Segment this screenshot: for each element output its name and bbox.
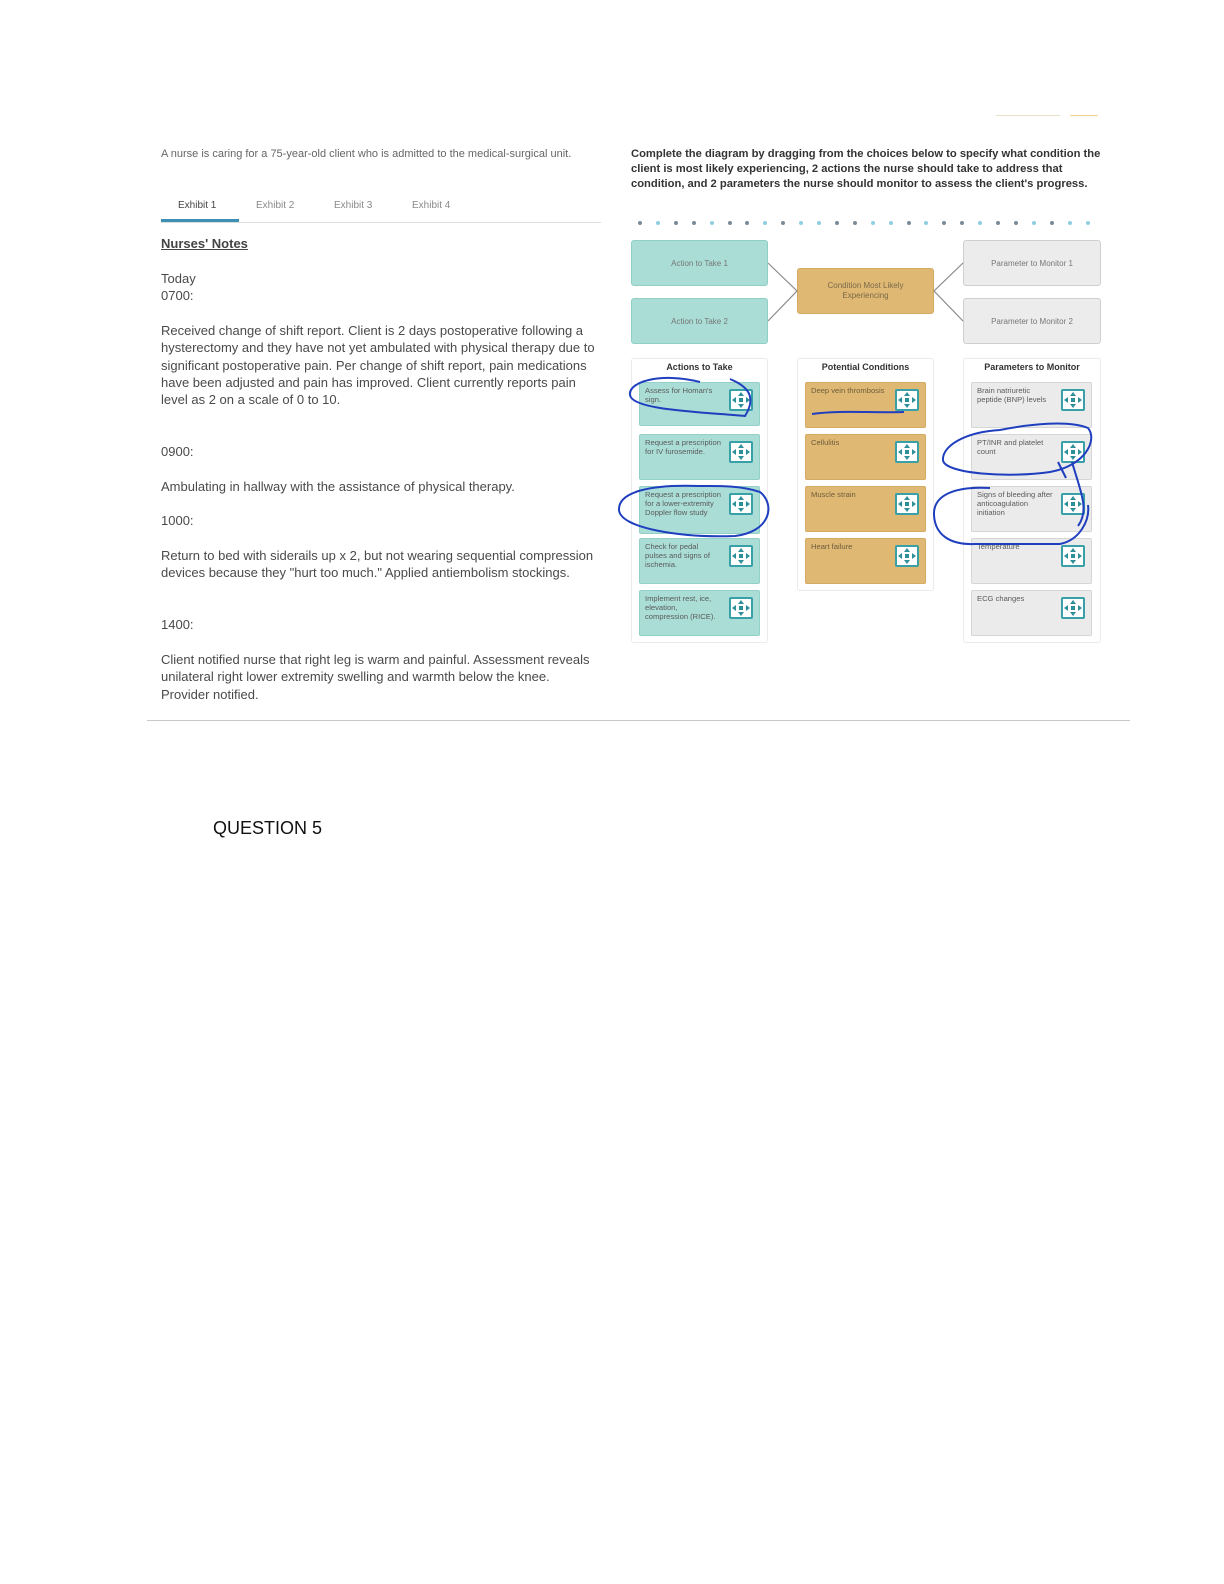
progress-dot — [1068, 221, 1072, 225]
progress-dot — [781, 221, 785, 225]
choice-label: ECG changes — [977, 594, 1025, 603]
choice-label: PT/INR and platelet count — [977, 438, 1044, 457]
choice-label: Check for pedal pulses and signs of ischemia. — [645, 542, 711, 570]
drag-handle-icon[interactable] — [729, 597, 753, 619]
drag-handle-icon[interactable] — [895, 389, 919, 411]
case-intro: A nurse is caring for a 75-year-old client who is admitted to the medical-surgical unit. — [161, 148, 572, 160]
active-tab-indicator — [161, 219, 239, 222]
section-divider — [147, 720, 1130, 721]
progress-dot — [835, 221, 839, 225]
note-text-0700: Received change of shift report. Client is 2 days postoperative following a hysterectomy and they have not yet ambulated with physical therapy due to significant postoperative pain. Per change of shift report, pain medications have been adjusted and pain has improved. Client currently reports pain level as 2 on a scale of 0 to 10. — [161, 323, 595, 408]
drag-handle-icon[interactable] — [1061, 545, 1085, 567]
progress-dot — [907, 221, 911, 225]
choice-bnp-levels[interactable] — [971, 382, 1092, 428]
drag-handle-icon[interactable] — [729, 545, 753, 567]
tab-exhibit-3[interactable]: Exhibit 3 — [334, 200, 373, 211]
choice-label: Muscle strain — [811, 490, 856, 499]
drop-zone-condition[interactable]: Condition Most Likely Experiencing — [797, 268, 934, 314]
tab-exhibit-2[interactable]: Exhibit 2 — [256, 200, 295, 211]
progress-dot — [656, 221, 660, 225]
drag-handle-icon[interactable] — [1061, 389, 1085, 411]
drag-handle-icon[interactable] — [729, 493, 753, 515]
notes-day: Today — [161, 271, 196, 286]
note-time-1000: 1000: — [161, 513, 194, 528]
progress-dot — [710, 221, 714, 225]
choice-label: Signs of bleeding after anticoagulation initiation — [977, 490, 1053, 518]
drop-zone-action-2[interactable]: Action to Take 2 — [631, 298, 768, 344]
note-time-0700: 0700: — [161, 288, 194, 303]
drag-handle-icon[interactable] — [895, 441, 919, 463]
progress-dot — [978, 221, 982, 225]
question-number: QUESTION 5 — [213, 818, 323, 838]
choice-heart-failure[interactable] — [805, 538, 926, 584]
note-text-1000: Return to bed with siderails up x 2, but not wearing sequential compression devices because they "hurt too much." Applied antiembolism stockings. — [161, 548, 594, 581]
drag-handle-icon[interactable] — [1061, 441, 1085, 463]
choice-label: Temperature — [977, 542, 1020, 551]
progress-dot — [728, 221, 732, 225]
progress-dot — [799, 221, 803, 225]
drag-handle-icon[interactable] — [729, 441, 753, 463]
choice-rice[interactable] — [639, 590, 760, 636]
note-text-1400: Client notified nurse that right leg is warm and painful. Assessment reveals unilateral right lower extremity swelling and warmth below the knee. Provider notified. — [161, 652, 590, 702]
progress-dot — [889, 221, 893, 225]
drag-handle-icon[interactable] — [895, 545, 919, 567]
choice-temperature[interactable] — [971, 538, 1092, 584]
choice-label: Assess for Homan's sign. — [645, 386, 713, 405]
progress-dot — [1050, 221, 1054, 225]
choice-pt-inr-platelets[interactable] — [971, 434, 1092, 480]
choice-label: Cellulitis — [811, 438, 840, 447]
progress-dot — [674, 221, 678, 225]
choice-deep-vein-thrombosis[interactable] — [805, 382, 926, 428]
progress-dot — [871, 221, 875, 225]
progress-dot — [1086, 221, 1090, 225]
choice-ecg-changes[interactable] — [971, 590, 1092, 636]
progress-dot — [942, 221, 946, 225]
top-rule-left — [996, 115, 1060, 116]
progress-dot — [638, 221, 642, 225]
note-text-0900: Ambulating in hallway with the assistance of physical therapy. — [161, 479, 515, 494]
drag-handle-icon[interactable] — [729, 389, 753, 411]
drag-handle-icon[interactable] — [1061, 493, 1085, 515]
tab-exhibit-1[interactable]: Exhibit 1 — [178, 200, 217, 211]
progress-dot — [817, 221, 821, 225]
choice-pedal-pulses[interactable] — [639, 538, 760, 584]
progress-dot — [763, 221, 767, 225]
note-time-0900: 0900: — [161, 444, 194, 459]
choice-cellulitis[interactable] — [805, 434, 926, 480]
conditions-column-title: Potential Conditions — [821, 362, 910, 372]
choice-label: Request a prescription for IV furosemide. — [645, 438, 721, 457]
drag-handle-icon[interactable] — [1061, 597, 1085, 619]
choice-muscle-strain[interactable] — [805, 486, 926, 532]
choice-label: Request a prescription for a lower-extremity Doppler flow study — [645, 490, 721, 518]
progress-dot — [745, 221, 749, 225]
tab-exhibit-4[interactable]: Exhibit 4 — [412, 200, 451, 211]
question-instructions: Complete the diagram by dragging from the choices below to specify what condition the client is most likely experiencing, 2 actions the nurse should take to address that condition, and 2 parameters the nurse should monitor to assess the client's progress. — [631, 148, 1101, 190]
progress-dot — [924, 221, 928, 225]
choice-label: Heart failure — [811, 542, 853, 551]
drop-zone-parameter-1[interactable]: Parameter to Monitor 1 — [963, 240, 1101, 286]
choice-label: Deep vein thrombosis — [811, 386, 885, 395]
nurses-notes-title: Nurses' Notes — [161, 236, 248, 251]
drag-handle-icon[interactable] — [895, 493, 919, 515]
drop-zone-parameter-2[interactable]: Parameter to Monitor 2 — [963, 298, 1101, 344]
top-rule-right — [1070, 115, 1098, 116]
progress-dot — [1014, 221, 1018, 225]
note-time-1400: 1400: — [161, 617, 194, 632]
progress-dot — [853, 221, 857, 225]
parameters-column-title: Parameters to Monitor — [984, 362, 1080, 372]
choice-assess-homans-sign[interactable] — [639, 382, 760, 426]
progress-dot — [692, 221, 696, 225]
progress-dot — [1032, 221, 1036, 225]
choice-label: Implement rest, ice, elevation, compression (RICE). — [645, 594, 716, 622]
choice-doppler-flow-study[interactable] — [639, 486, 760, 534]
progress-dot — [960, 221, 964, 225]
drop-zone-action-1[interactable]: Action to Take 1 — [631, 240, 768, 286]
choice-iv-furosemide[interactable] — [639, 434, 760, 480]
progress-dot — [996, 221, 1000, 225]
choice-signs-of-bleeding[interactable] — [971, 486, 1092, 532]
actions-column-title: Actions to Take — [666, 362, 733, 372]
choice-label: Brain natriuretic peptide (BNP) levels — [977, 386, 1047, 405]
